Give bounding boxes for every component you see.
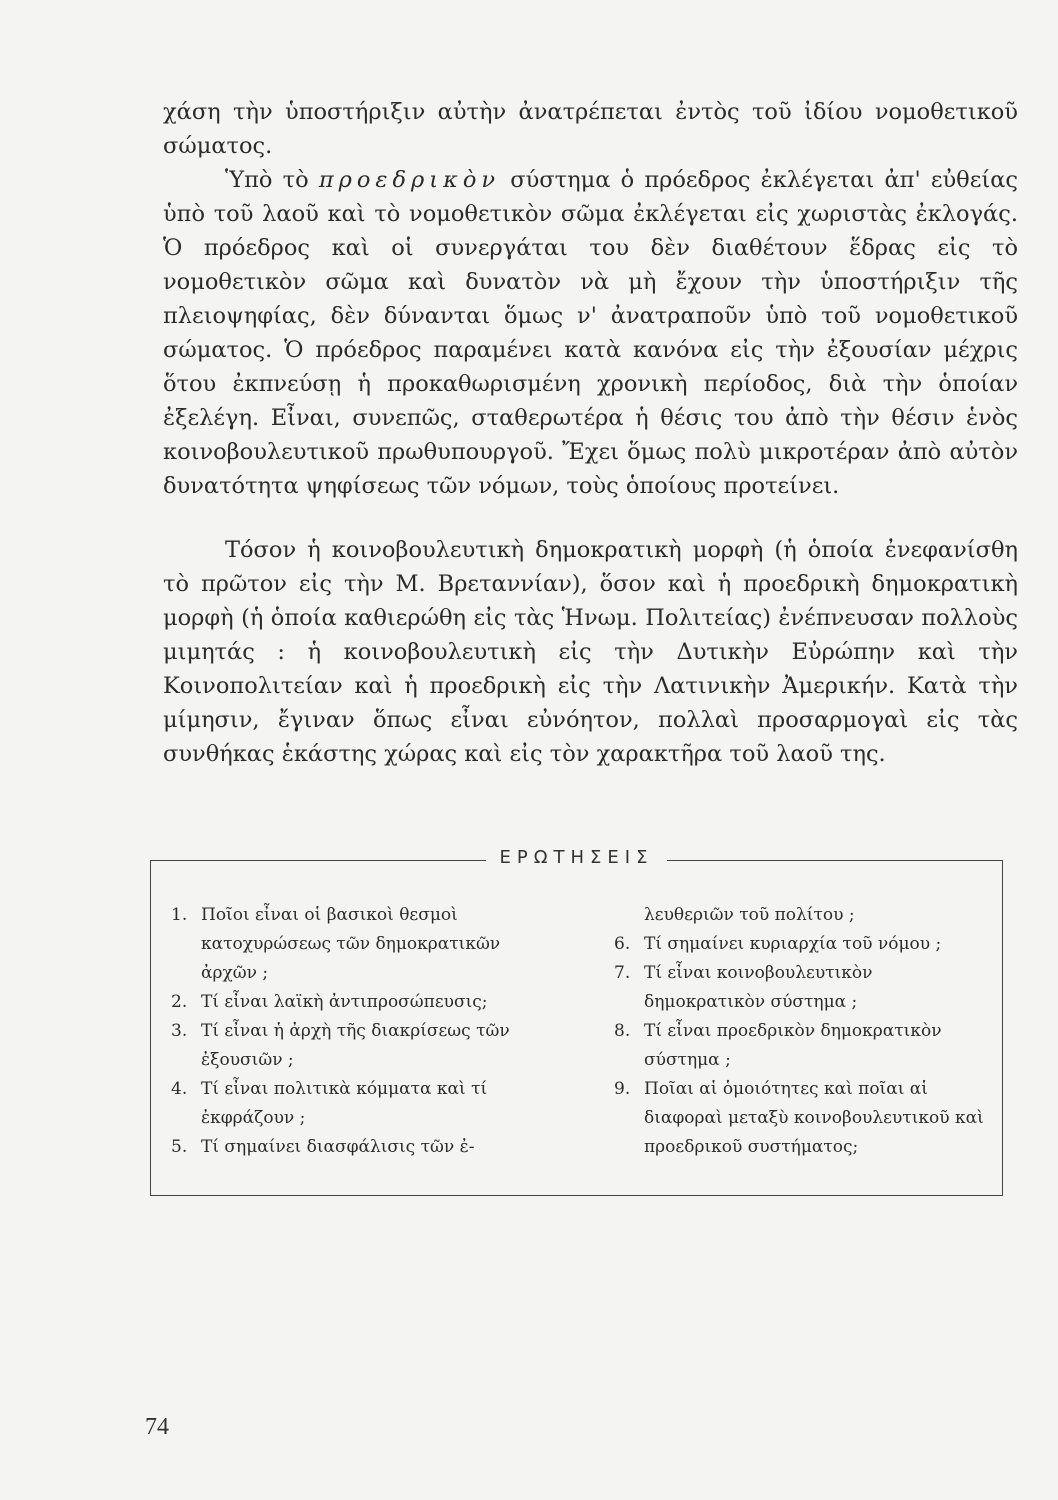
question-item: 7. Τί εἶναι κοινοβουλευτικὸν δημοκρατικὸν σύστημα ; (614, 963, 873, 1012)
questions-right-column (614, 901, 986, 1162)
question-item: 1. Ποῖοι εἶναι οἱ βασικοὶ θεσμοὶ κατοχυρώσεως τῶν δημοκρατικῶν ἀρχῶν ; (171, 905, 501, 983)
question-item: 6. Τί σημαίνει κυριαρχία τοῦ νόμου ; (614, 934, 942, 954)
questions-title: ΕΡΩΤΗΣΕΙΣ (151, 847, 1002, 868)
paragraph-lead: Ὑπὸ τὸ (225, 167, 319, 193)
questions-left-column (171, 901, 561, 1162)
question-item: 9. Ποῖαι αἱ ὁμοιότητες καὶ ποῖαι αἱ διαφοραὶ μεταξὺ κοινοβουλευτικοῦ καὶ προεδρικοῦ συστήματος; (614, 1079, 984, 1157)
paragraph-body: σύστημα ὁ πρόεδρος ἐκλέγεται ἀπ' εὐθείας ὑπὸ τοῦ λαοῦ καὶ τὸ νομοθετικὸν σῶμα ἐκλέγεται εἰς χωριστὰς ἐκλογάς. Ὁ πρόεδρος καὶ οἱ συνεργάται του δὲν διαθέτουν ἕδρας εἰς τὸ νομοθετικὸν σῶμα καὶ δυνατὸν νὰ μὴ ἔχουν τὴν ὑποστήριξιν τῆς πλειοψηφίας, δὲν δύνανται ὅμως ν' ἀνατραποῦν ὑπὸ τοῦ νομοθετικοῦ σώματος. Ὁ πρόεδρος παραμένει κατὰ κανόνα εἰς τὴν ἐξουσίαν μέχρις ὅτου ἐκπνεύσῃ ἡ προκαθωρισμένη χρονικὴ περίοδος, διὰ τὴν ὁποίαν ἐξελέγη. Εἶναι, συνεπῶς, σταθερωτέρα ἡ θέσις του ἀπὸ τὴν θέσιν ἑνὸς κοινοβουλευτικοῦ πρωθυπουργοῦ. Ἔχει ὅμως πολὺ μικροτέραν ἀπὸ αὐτὸν δυνατότητα ψηφίσεως τῶν νόμων, τοὺς ὁποίους προτείνει. (163, 167, 1018, 499)
question-item: 8. Τί εἶναι προεδρικὸν δημοκρατικὸν σύστημα ; (614, 1021, 942, 1070)
emphasized-term: προεδρικὸν (318, 167, 501, 193)
paragraph-presidential-system (163, 163, 1018, 503)
question-item: 5. Τί σημαίνει διασφάλισις τῶν ἐ- (171, 1137, 475, 1157)
paragraph-imitation: Τόσον ἡ κοινοβουλευτικὴ δημοκρατικὴ μορφὴ (ἡ ὁποία ἐνεφανίσθη τὸ πρῶτον εἰς τὴν Μ. Βρεταννίαν), ὅσον καὶ ἡ προεδρικὴ δημοκρατικὴ μορφὴ (ἡ ὁποία καθιερώθη εἰς τὰς Ἡνωμ. Πολιτείας) ἐνέπνευσαν πολλοὺς μιμητάς : ἡ κοινοβουλευτικὴ εἰς τὴν Δυτικὴν Εὐρώπην καὶ τὴν Κοινοπολιτείαν καὶ ἡ προεδρικὴ εἰς τὴν Λατινικὴν Ἀμερικήν. Κατὰ τὴν μίμησιν, ἔγιναν ὅπως εἶναι εὐνόητον, πολλαὶ προσαρμογαὶ εἰς τὰς συνθήκας ἑκάστης χώρας καὶ εἰς τὸν χαρακτῆρα τοῦ λαοῦ της. (163, 537, 1018, 767)
questions-box (150, 847, 1003, 1196)
question-item: 3. Τί εἶναι ἡ ἀρχὴ τῆς διακρίσεως τῶν ἐξουσιῶν ; (171, 1021, 510, 1070)
page-number: 74 (145, 1414, 169, 1440)
paragraph-continuation: χάση τὴν ὑποστήριξιν αὐτὴν ἀνατρέπεται ἐντὸς τοῦ ἰδίου νομοθετικοῦ σώματος. (163, 99, 1018, 159)
question-continuation: λευθεριῶν τοῦ πολίτου ; (644, 905, 855, 925)
question-item: 2. Τί εἶναι λαϊκὴ ἀντιπροσώπευσις; (171, 992, 488, 1012)
question-item: 4. Τί εἶναι πολιτικὰ κόμματα καὶ τί ἐκφράζουν ; (171, 1079, 488, 1128)
